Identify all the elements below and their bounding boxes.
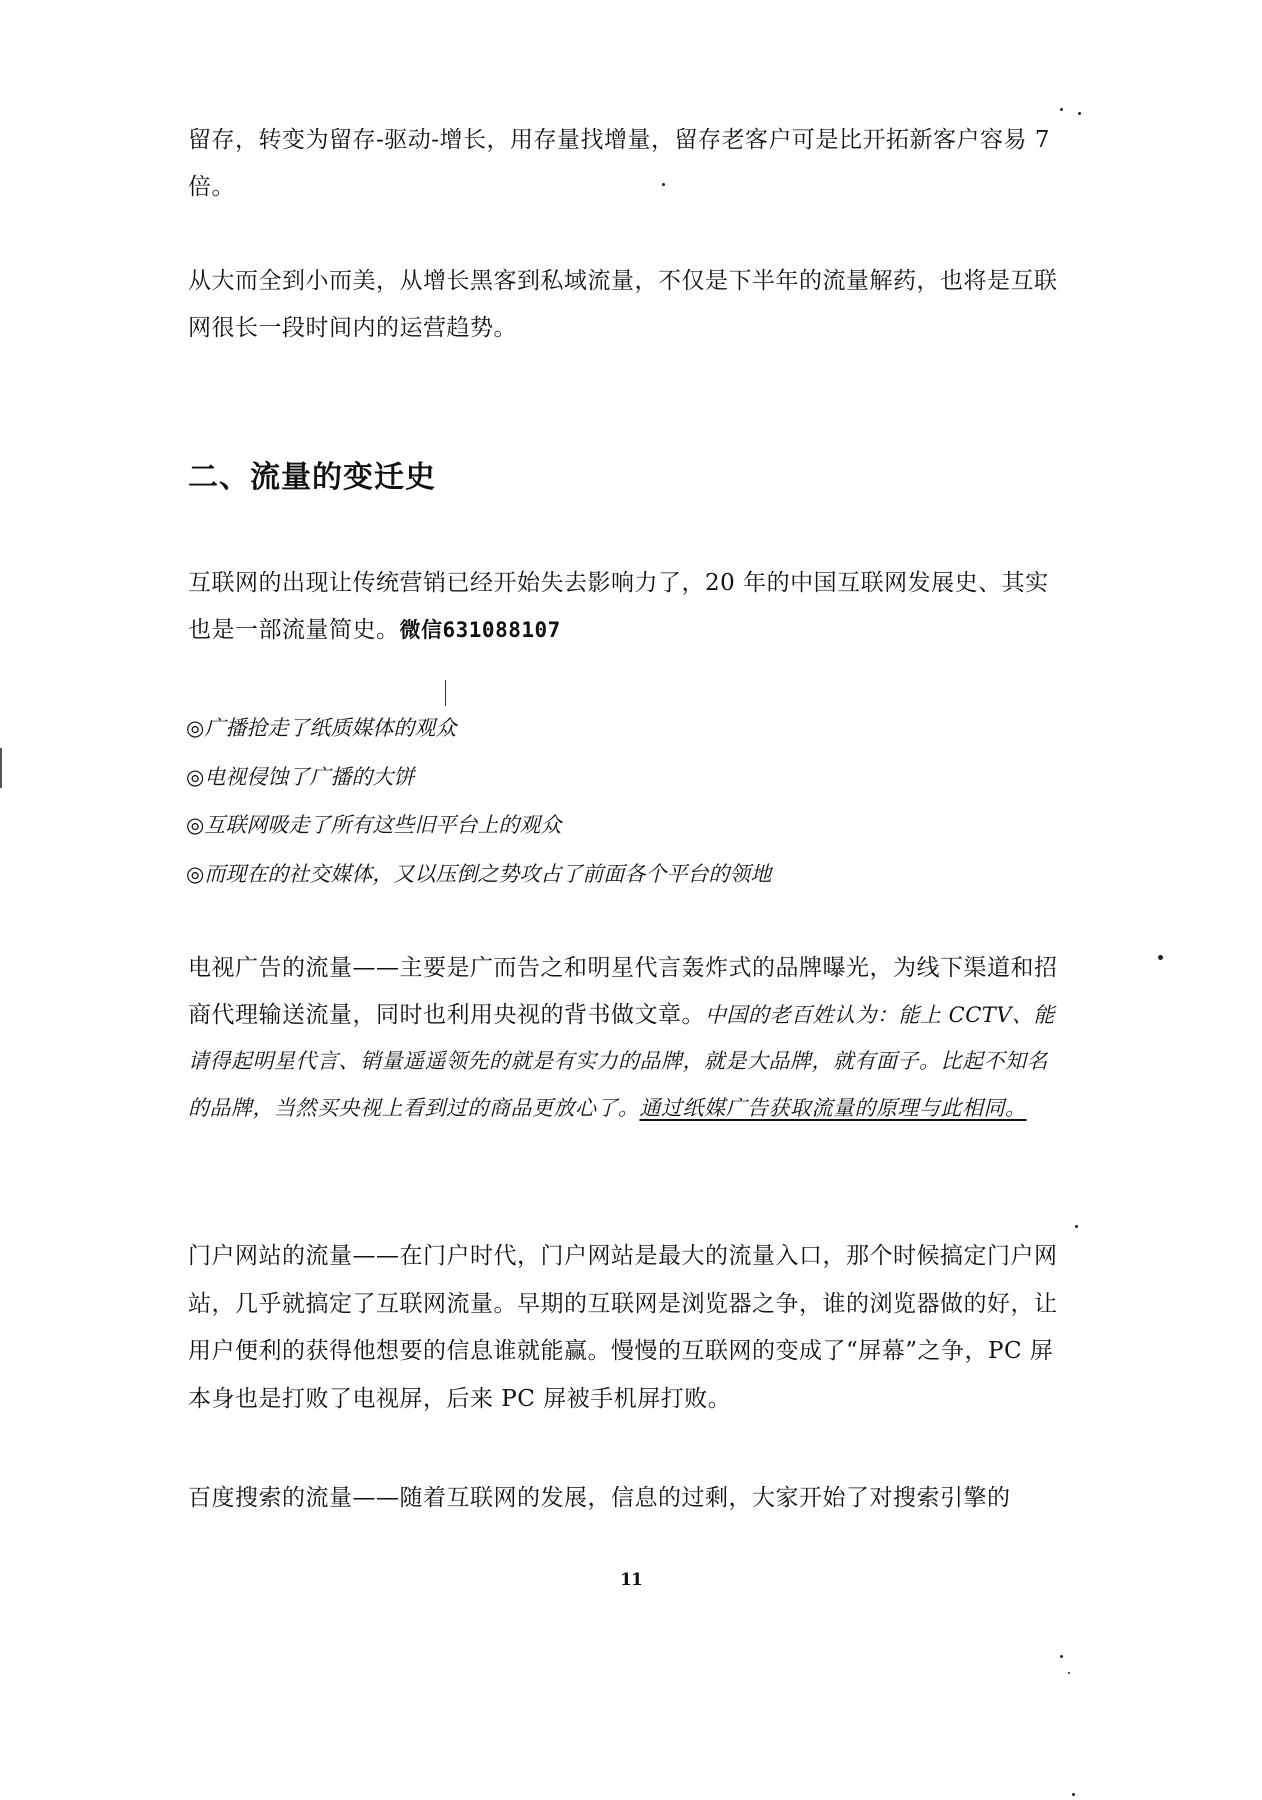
paragraph-retention: 留存，转变为留存-驱动-增长，用存量找增量，留存老客户可是比开拓新客户容易 7 倍。 [188,127,1050,200]
bullet-item: ◎互联网吸走了所有这些旧平台上的观众 [186,813,562,837]
paragraph-private-traffic: 从大而全到小而美，从增长黑客到私域流量，不仅是下半年的流量解药，也将是互联网很长一段时间内的运营趋势。 [188,268,1058,341]
scan-edge-mark [0,748,2,788]
bullet-item: ◎而现在的社交媒体，又以压倒之势攻占了前面各个平台的领地 [186,861,772,886]
paragraph-baidu-traffic: 百度搜索的流量——随着互联网的发展，信息的过剩，大家开始了对搜索引擎的 [188,1485,1011,1511]
scan-speck [1060,108,1063,111]
paragraph-tv-traffic [188,945,1068,1131]
bullet-list [186,704,1086,898]
paragraph-intro [188,560,1068,654]
scan-speck [1072,1793,1075,1796]
tv-lead-text: 电视广告的流量——主要是广而告之和明星代言轰炸式的品牌曝光，为线下渠道和招商代理输送流量，同时也利用央视的背书做文章。 [188,955,1058,1028]
page-number: 11 [620,1570,642,1590]
section-heading: 二、流量的变迁史 [188,460,436,495]
scan-speck [1075,1225,1078,1228]
wechat-contact: 微信631088107 [399,618,561,642]
bullet-item: ◎广播抢走了纸质媒体的观众 [186,716,457,740]
bullet-item: ◎电视侵蚀了广播的大饼 [186,764,415,789]
scan-speck [1060,1655,1063,1658]
pen-mark [445,680,446,706]
tv-underlined-text: 通过纸媒广告获取流量的原理与此相同。 [639,1095,1027,1120]
tv-rest-text: 中国的老百姓认为：能上 CCTV、能请得起明星代言、销量遥遥领先的就是有实力的品牌，就是大品牌，就有面子。比起不知名的品牌，当然买央视上看到过的商品更放心了。 [188,1002,1055,1120]
scan-speck [1158,955,1163,960]
intro-text: 互联网的出现让传统营销已经开始失去影响力了，20 年的中国互联网发展史、其实也是一部流量简史。 [188,570,1049,643]
scan-speck [1068,1672,1070,1674]
paragraph-portal-traffic: 门户网站的流量——在门户时代，门户网站是最大的流量入口，那个时候搞定门户网站，几乎就搞定了互联网流量。早期的互联网是浏览器之争，谁的浏览器做的好，让用户便利的获得他想要的信息谁就能赢。慢慢的互联网的变成了“屏幕”之争，PC 屏本身也是打败了电视屏，后来 PC 屏被手机屏打败。 [188,1243,1058,1412]
scan-speck [662,183,665,186]
scan-speck [1078,112,1081,115]
